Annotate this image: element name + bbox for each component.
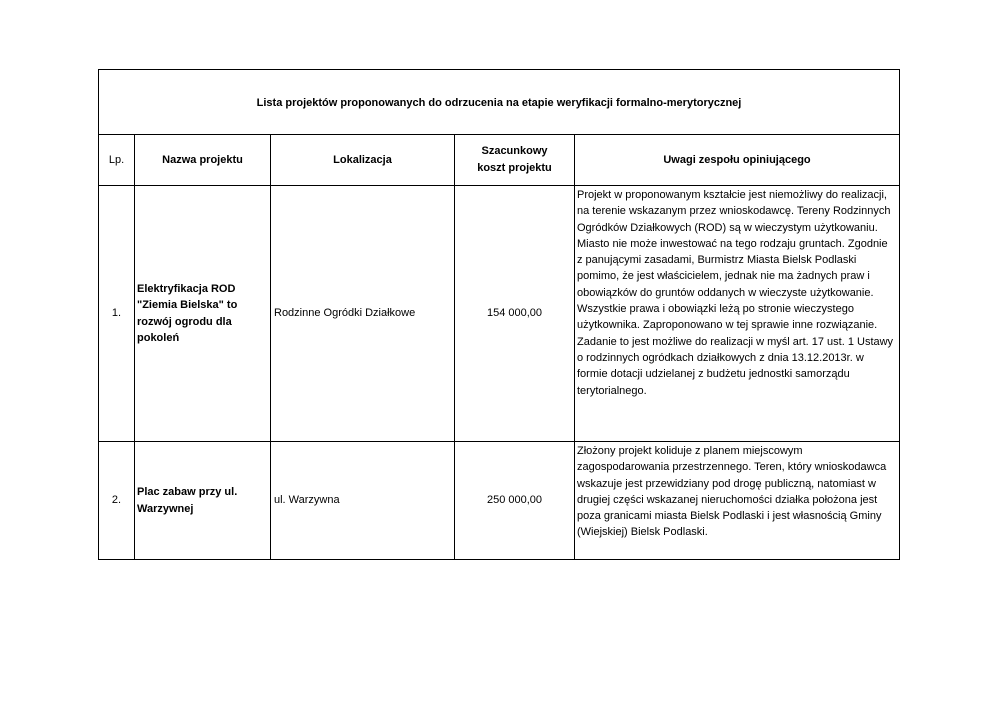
header-row	[99, 135, 900, 186]
column-header-lp: Lp.	[99, 135, 135, 186]
table-row	[99, 442, 900, 560]
column-header-name: Nazwa projektu	[135, 135, 271, 186]
column-header-location: Lokalizacja	[271, 135, 455, 186]
row-number: 2.	[99, 442, 135, 560]
project-notes: Projekt w proponowanym kształcie jest niemożliwy do realizacji, na terenie wskazanym przez wnioskodawcę. Tereny Rodzinnych Ogródków Działkowych (ROD) są w wieczystym użytkowaniu. Miasto nie może inwestować na tego rodzaju gruntach. Zgodnie z panującymi zasadami, Burmistrz Miasta Bielsk Podlaski pomimo, że jest właścicielem, jednak nie ma żadnych praw i obowiązków do gruntów oddanych w wieczyste użytkowanie. Wszystkie prawa i obowiązki leżą po stronie wieczystego użytkownika. Zaproponowano w tej sprawie inne rozwiązanie. Zadanie to jest możliwe do realizacji w myśl art. 17 ust. 1 Ustawy o rodzinnych ogródkach działkowych z dnia 13.12.2013r. w formie dotacji udzielanej z budżetu jednostki samorządu terytorialnego.	[575, 186, 900, 442]
blank-page-area	[0, 560, 992, 702]
document-title: Lista projektów proponowanych do odrzucenia na etapie weryfikacji formalno-merytorycznej	[99, 70, 900, 135]
project-notes: Złożony projekt koliduje z planem miejscowym zagospodarowania przestrzennego. Teren, który wnioskodawca wskazuje jest przewidziany pod drogę publiczną, natomiast w drugiej części wskazanej nieruchomości działka położona jest poza granicami miasta Bielsk Podlaski i jest własnością Gminy (Wiejskiej) Bielsk Podlaski.	[575, 442, 900, 560]
title-row	[99, 70, 900, 135]
row-number: 1.	[99, 186, 135, 442]
project-cost: 154 000,00	[455, 186, 575, 442]
table-row	[99, 186, 900, 442]
projects-table	[98, 69, 900, 560]
project-name: Elektryfikacja ROD "Ziemia Bielska" to rozwój ogrodu dla pokoleń	[135, 186, 271, 442]
column-header-cost: Szacunkowy koszt projektu	[455, 135, 575, 186]
column-header-notes: Uwagi zespołu opiniującego	[575, 135, 900, 186]
project-name: Plac zabaw przy ul. Warzywnej	[135, 442, 271, 560]
project-location: ul. Warzywna	[271, 442, 455, 560]
project-location: Rodzinne Ogródki Działkowe	[271, 186, 455, 442]
project-cost: 250 000,00	[455, 442, 575, 560]
